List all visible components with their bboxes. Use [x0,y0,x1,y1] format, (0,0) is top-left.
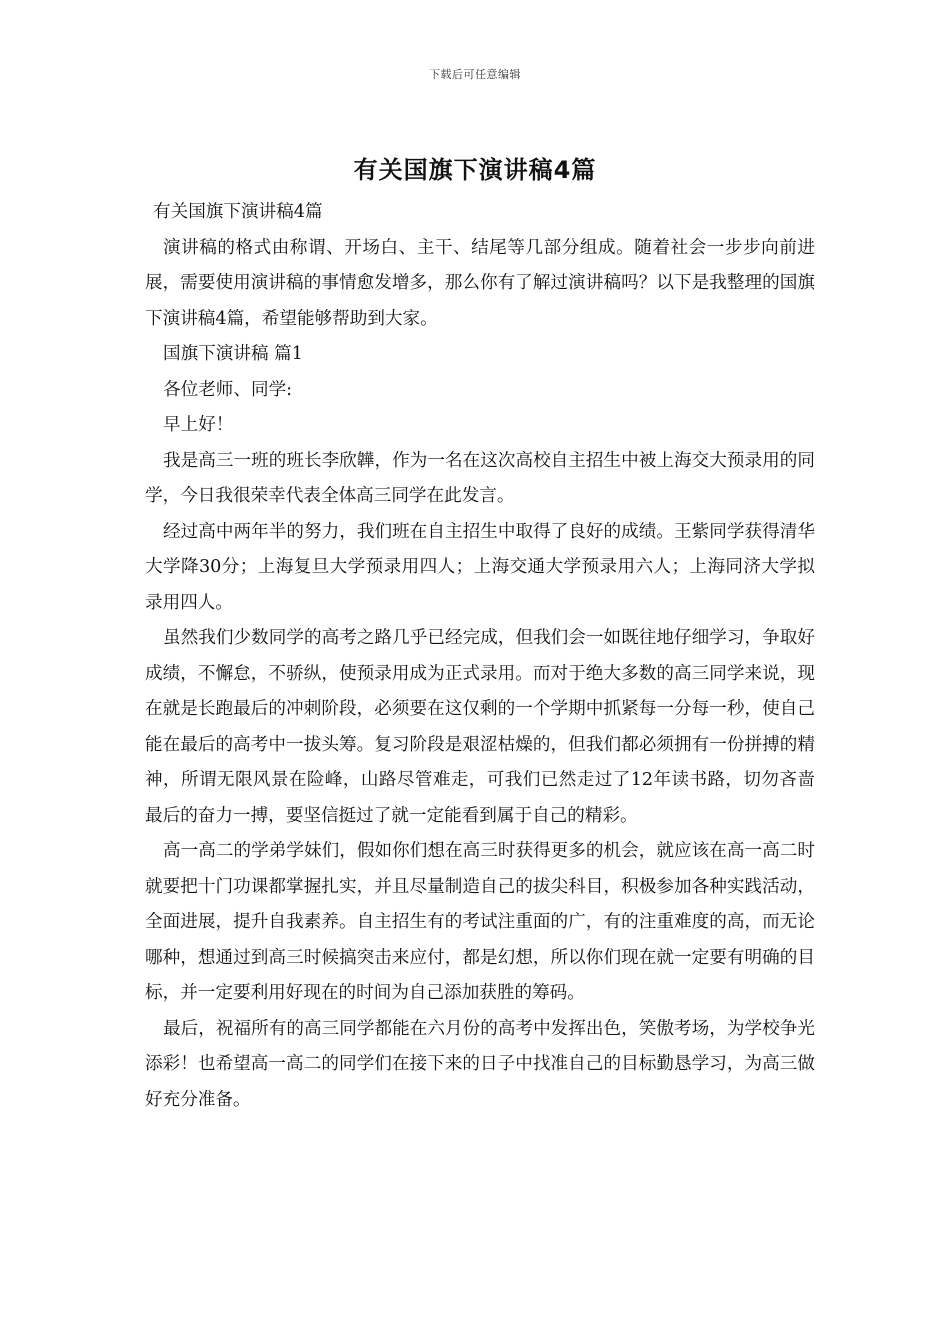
closing-paragraph: 最后，祝福所有的高三同学都能在六月份的高考中发挥出色，笑傲考场，为学校争光添彩！也希望高一高二的同学们在接下来的日子中找准自己的目标勤恳学习，为高三做好充分准备。 [145,1018,815,1110]
document-body [145,195,815,1118]
salutation-paragraph: 各位老师、同学: [163,379,293,400]
greeting-paragraph: 早上好！ [163,415,234,435]
header-note: 下载后可任意编辑 [429,68,521,81]
body-paragraph: 经过高中两年半的努力，我们班在自主招生中取得了良好的成绩。王紫同学获得清华大学降30分；上海复旦大学预录用四人；上海交通大学预录用六人；上海同济大学拟录用四人。 [145,521,815,613]
document-title: 有关国旗下演讲稿4篇 [353,156,597,184]
body-paragraph: 高一高二的学弟学妹们，假如你们想在高三时获得更多的机会，就应该在高一高二时就要把十门功课都掌握扎实，并且尽量制造自己的拔尖科目，积极参加各种实践活动，全面进展，提升自我素养。自主招生有的考试注重面的广，有的注重难度的高，而无论哪种，想通过到高三时候搞突击来应付，都是幻想，所以你们现在就一定要有明确的目标，并一定要利用好现在的时间为自己添加获胜的筹码。 [145,841,815,1003]
intro-paragraph: 演讲稿的格式由称谓、开场白、主干、结尾等几部分组成。随着社会一步步向前进展，需要使用演讲稿的事情愈发增多，那么你有了解过演讲稿吗？以下是我整理的国旗下演讲稿4篇，希望能够帮助到大家。 [145,237,815,329]
section-heading: 国旗下演讲稿 篇1 [163,344,303,364]
body-paragraph: 我是高三一班的班长李欣韡，作为一名在这次高校自主招生中被上海交大预录用的同学，今日我很荣幸代表全体高三同学在此发言。 [145,450,815,506]
subtitle-paragraph: 有关国旗下演讲稿4篇 [153,202,323,222]
body-paragraph: 虽然我们少数同学的高考之路几乎已经完成，但我们会一如既往地仔细学习，争取好成绩，不懈怠，不骄纵，使预录用成为正式录用。而对于绝大多数的高三同学来说，现在就是长跑最后的冲刺阶段，必须要在这仅剩的一个学期中抓紧每一分每一秒，使自己能在最后的高考中一拔头筹。复习阶段是艰涩枯燥的，但我们都必须拥有一份拼搏的精神，所谓无限风景在险峰，山路尽管难走，可我们已然走过了12年读书路，切勿吝啬最后的奋力一搏，要坚信挺过了就一定能看到属于自己的精彩。 [145,628,815,826]
